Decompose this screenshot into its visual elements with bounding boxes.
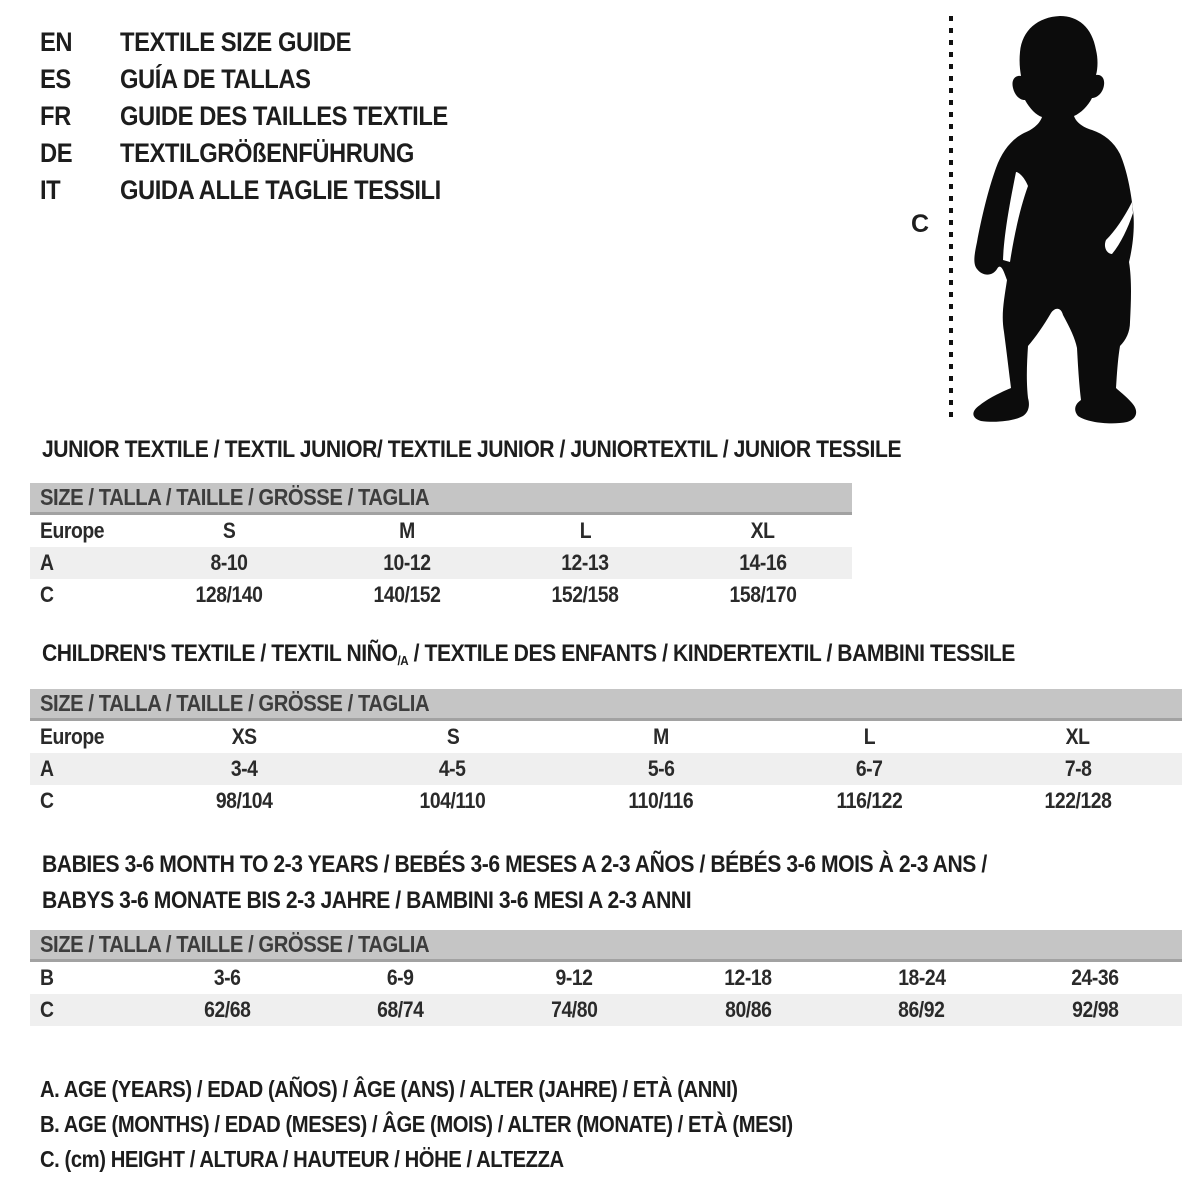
children-section-title: CHILDREN'S TEXTILE / TEXTIL NIÑO/A / TEXTILE DES ENFANTS / KINDERTEXTIL / BAMBINI TESSILE — [42, 640, 1015, 668]
junior-section-title: JUNIOR TEXTILE / TEXTIL JUNIOR/ TEXTILE JUNIOR / JUNIORTEXTIL / JUNIOR TESSILE — [42, 436, 902, 463]
size-cell: XL — [1065, 724, 1090, 749]
junior-section — [30, 436, 1182, 1026]
guide-title: TEXTILGRÖßENFÜHRUNG — [120, 138, 414, 168]
legend-line-age-years: A. AGE (YEARS) / EDAD (AÑOS) / ÂGE (ANS) / ALTER (JAHRE) / ETÀ (ANNI) — [40, 1076, 738, 1102]
size-cell: XL — [751, 518, 775, 543]
legend-line-height: C. (cm) HEIGHT / ALTURA / HAUTEUR / HÖHE / ALTEZZA — [40, 1146, 564, 1172]
height-cell: 68/74 — [377, 997, 424, 1022]
row-label: A — [40, 756, 54, 781]
guide-title: GUÍA DE TALLAS — [120, 64, 311, 94]
legend-line-age-months: B. AGE (MONTHS) / EDAD (MESES) / ÂGE (MOIS) / ALTER (MONATE) / ETÀ (MESI) — [40, 1111, 793, 1137]
height-cell: 116/122 — [836, 788, 903, 813]
age-cell: 3-6 — [213, 965, 241, 990]
height-cell: 104/110 — [419, 788, 486, 813]
size-cell: S — [446, 724, 459, 749]
children-size-table — [30, 689, 1182, 817]
size-cell: L — [579, 518, 591, 543]
height-cell: 158/170 — [729, 582, 797, 607]
table-row — [30, 515, 852, 547]
height-cell: 140/152 — [373, 582, 441, 607]
height-cell: 110/116 — [628, 788, 694, 813]
height-cell: 98/104 — [215, 788, 273, 813]
age-cell: 7-8 — [1064, 756, 1092, 781]
language-code: EN — [40, 27, 73, 57]
toddler-silhouette-icon — [973, 16, 1136, 423]
row-label: A — [40, 550, 54, 575]
size-header-bar: SIZE / TALLA / TAILLE / GRÖSSE / TAGLIA — [30, 930, 1182, 962]
guide-title: TEXTILE SIZE GUIDE — [120, 27, 352, 57]
age-cell: 18-24 — [897, 965, 946, 990]
size-cell: XS — [231, 724, 257, 749]
height-cell: 128/140 — [195, 582, 263, 607]
table-row — [30, 721, 1182, 753]
table-row — [30, 785, 1182, 817]
row-label: C — [40, 582, 54, 607]
guide-title: GUIDA ALLE TAGLIE TESSILI — [120, 175, 441, 205]
language-row — [40, 98, 493, 135]
age-cell: 24-36 — [1071, 965, 1119, 990]
height-cell: 74/80 — [551, 997, 598, 1022]
figure-height-label: C — [910, 210, 930, 238]
language-title-list — [40, 24, 493, 209]
junior-size-table — [30, 483, 852, 611]
age-cell: 10-12 — [383, 550, 431, 575]
size-cell: L — [863, 724, 876, 749]
nino-a-subscript: /A — [397, 652, 409, 668]
row-label: C — [40, 788, 54, 813]
table-row — [30, 994, 1182, 1026]
age-cell: 14-16 — [739, 550, 787, 575]
language-row — [40, 135, 493, 172]
header-section — [0, 0, 1200, 430]
size-header-bar: SIZE / TALLA / TAILLE / GRÖSSE / TAGLIA — [30, 483, 852, 515]
row-label: Europe — [40, 518, 105, 543]
height-cell: 62/68 — [203, 997, 250, 1022]
language-row — [40, 61, 493, 98]
age-cell: 3-4 — [230, 756, 258, 781]
language-code: DE — [40, 138, 73, 168]
age-cell: 6-7 — [856, 756, 883, 781]
row-label: C — [40, 997, 54, 1022]
size-header-bar: SIZE / TALLA / TAILLE / GRÖSSE / TAGLIA — [30, 689, 1182, 721]
language-code: FR — [40, 101, 71, 131]
language-row — [40, 24, 493, 61]
height-cell: 152/158 — [551, 582, 619, 607]
language-code: IT — [40, 175, 61, 205]
height-cell: 86/92 — [898, 997, 945, 1022]
table-row — [30, 962, 1182, 994]
language-row — [40, 172, 493, 209]
age-cell: 9-12 — [555, 965, 593, 990]
table-row — [30, 579, 852, 611]
size-cell: M — [653, 724, 669, 749]
babies-size-table — [30, 930, 1182, 1026]
row-label: Europe — [40, 724, 105, 749]
babies-section-title: BABIES 3-6 MONTH TO 2-3 YEARS / BEBÉS 3-6 MESES A 2-3 AÑOS / BÉBÉS 3-6 MOIS À 2-3 ANS / BABYS 3-6 MONATE BIS 2-3 JAHRE / BAMBINI 3-6 MESI A 2-3 ANNI — [42, 851, 987, 914]
age-cell: 5-6 — [647, 756, 675, 781]
height-cell: 122/128 — [1044, 788, 1112, 813]
row-label: B — [40, 965, 54, 990]
age-cell: 8-10 — [210, 550, 248, 575]
age-cell: 12-13 — [561, 550, 609, 575]
size-cell: M — [399, 518, 415, 543]
height-cell: 92/98 — [1072, 997, 1119, 1022]
age-cell: 12-18 — [724, 965, 772, 990]
table-row — [30, 547, 852, 579]
age-cell: 4-5 — [439, 756, 466, 781]
height-cell: 80/86 — [724, 997, 771, 1022]
language-code: ES — [40, 64, 71, 94]
legend — [40, 1072, 1200, 1177]
size-cell: S — [222, 518, 236, 543]
age-cell: 6-9 — [387, 965, 414, 990]
guide-title: GUIDE DES TAILLES TEXTILE — [120, 101, 448, 131]
table-row — [30, 753, 1182, 785]
